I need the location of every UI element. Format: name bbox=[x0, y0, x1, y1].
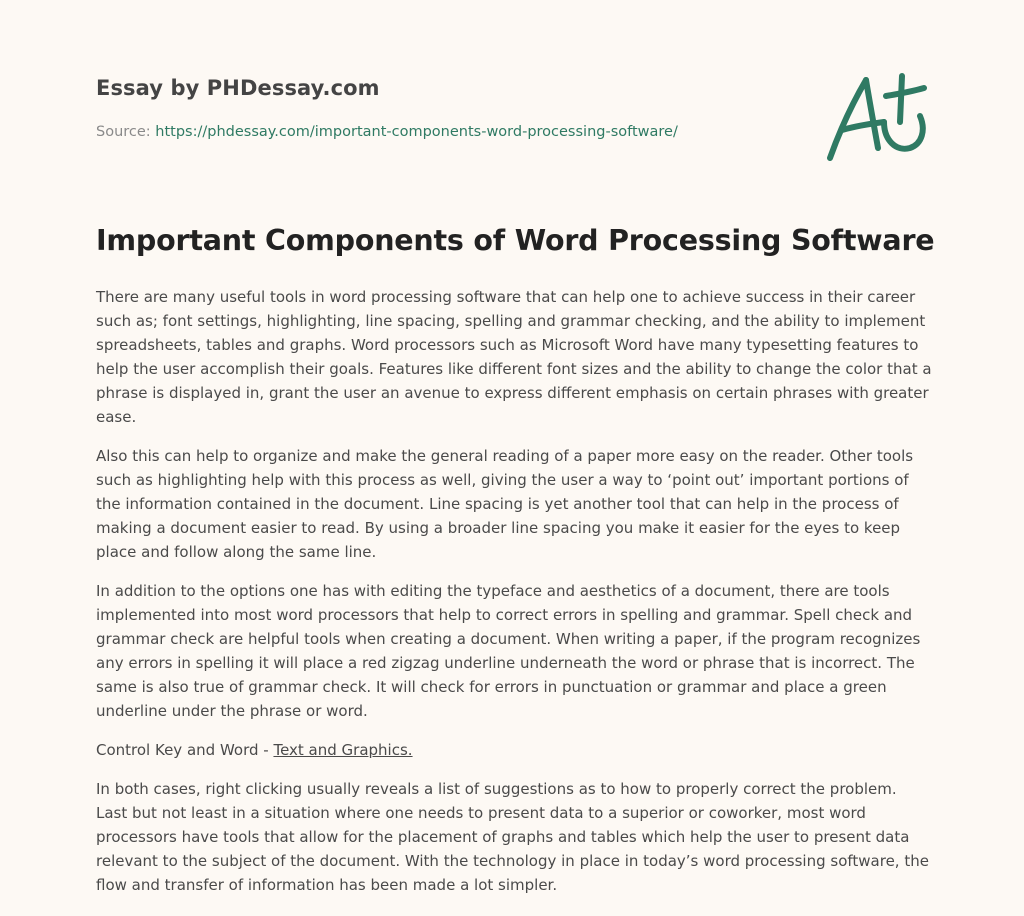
essay-paragraph: In both cases, right clicking usually reveals a list of suggestions as to how to properly correct the problem. Last but not least in a situation where one needs to present data to a superior or coworker, most word processors have tools that allow for the placement of graphs and tables which help the user to present data relevant to the subject of the document. With the technology in place in today’s word processing software, the flow and transfer of information has been made a lot simpler. bbox=[96, 780, 929, 894]
related-essay-link[interactable]: Text and Graphics. bbox=[273, 741, 413, 759]
essay-paragraph: Also this can help to organize and make the general reading of a paper more easy on the reader. Other tools such as highlighting help with this process as well, giving the user a way to ‘point out’ important portions of the information contained in the document. Line spacing is yet another tool that can help in the process of making a document easier to read. By using a broader line spacing you make it easier for the eyes to keep place and follow along the same line. bbox=[96, 447, 914, 561]
source-label: Source: bbox=[96, 124, 151, 140]
a-plus-logo-icon bbox=[818, 68, 930, 164]
essay-paragraph: There are many useful tools in word processing software that can help one to achieve success in their career such as; font settings, highlighting, line spacing, spelling and grammar checking, and the ability to implement spreadsheets, tables and graphs. Word processors such as Microsoft Word have many typesetting features to help the user accomplish their goals. Features like different font sizes and the ability to change the color that a phrase is displayed in, grant the user an avenue to express different emphasis on certain phrases with greater ease. bbox=[96, 288, 932, 426]
source-link[interactable]: https://phdessay.com/important-components-word-processing-software/ bbox=[155, 124, 678, 140]
essay-paragraph: In addition to the options one has with editing the typeface and aesthetics of a document, there are tools implemented into most word processors that help to correct errors in spelling and grammar. Spell check and grammar check are helpful tools when creating a document. When writing a paper, if the program recognizes any errors in spelling it will place a red zigzag underline underneath the word or phrase that is incorrect. The same is also true of grammar check. It will check for errors in punctuation or grammar and place a green underline under the phrase or word. bbox=[96, 582, 921, 720]
essay-title: Important Components of Word Processing Software bbox=[96, 224, 935, 257]
source-line bbox=[96, 124, 678, 140]
site-title: Essay by PHDessay.com bbox=[96, 76, 380, 100]
related-essay-line bbox=[96, 738, 932, 762]
essay-body bbox=[96, 285, 932, 912]
related-prefix: Control Key and Word - bbox=[96, 741, 274, 759]
